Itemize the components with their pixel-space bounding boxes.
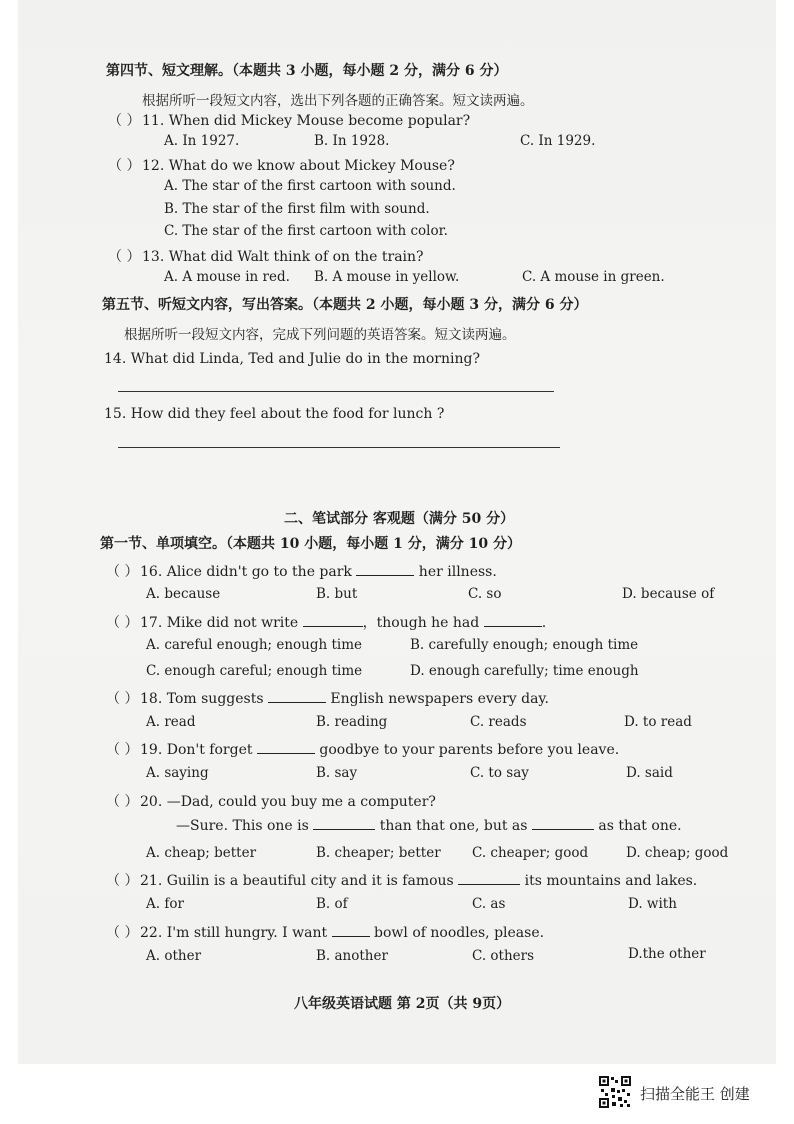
q22-option-b: B. another	[316, 948, 388, 964]
q17-option-c: C. enough careful; enough time	[146, 663, 363, 679]
q18-option-a: A. read	[146, 714, 196, 730]
q16-option-b: B. but	[316, 586, 358, 602]
answer-paren[interactable]: （ ）	[108, 158, 141, 174]
q21-option-d: D. with	[628, 896, 677, 912]
q22-option-c: C. others	[472, 948, 535, 964]
q11-option-a: A. In 1927.	[164, 133, 240, 149]
question-11: （ ） 11. When did Mickey Mouse become popular?	[108, 110, 470, 130]
q17-option-d: D. enough carefully; time enough	[410, 663, 639, 679]
section-1-title: 第一节、单项填空。（本题共 10 小题，每小题 1 分，满分 10 分）	[100, 536, 521, 552]
answer-paren[interactable]: （ ）	[106, 615, 139, 631]
answer-paren[interactable]: （ ）	[106, 564, 139, 580]
q11-option-c: C. In 1929.	[520, 133, 596, 149]
q19-option-c: C. to say	[470, 765, 529, 781]
fill-blank[interactable]	[303, 614, 363, 627]
q20-option-d: D. cheap; good	[626, 845, 729, 861]
q21-option-a: A. for	[146, 896, 184, 912]
q16-option-d: D. because of	[622, 586, 715, 602]
q19-option-a: A. saying	[146, 765, 209, 781]
fill-blank[interactable]	[356, 563, 414, 576]
q19-option-b: B. say	[316, 765, 358, 781]
question-14: 14. What did Linda, Ted and Julie do in the morning?	[104, 351, 480, 367]
q22-option-d: D.the other	[628, 946, 706, 962]
q20-option-b: B. cheaper; better	[316, 845, 441, 861]
section-4-instruction: 根据所听一段短文内容，选出下列各题的正确答案。短文读两遍。	[142, 93, 534, 109]
question-16: （ ） 16. Alice didn't go to the park her illness.	[106, 561, 497, 581]
q13-option-a: A. A mouse in red.	[164, 269, 290, 285]
q18-option-c: C. reads	[470, 714, 527, 730]
answer-paren[interactable]: （ ）	[108, 249, 141, 265]
section-5-instruction: 根据所听一段短文内容，完成下列问题的英语答案。短文读两遍。	[124, 327, 516, 343]
q11-option-b: B. In 1928.	[314, 133, 390, 149]
q12-option-a: A. The star of the first cartoon with sound.	[164, 178, 456, 194]
q13-option-b: B. A mouse in yellow.	[314, 269, 460, 285]
answer-paren[interactable]: （ ）	[108, 113, 141, 129]
q21-option-b: B. of	[316, 896, 348, 912]
answer-paren[interactable]: （ ）	[106, 873, 139, 889]
q18-option-d: D. to read	[624, 714, 692, 730]
q17-option-b: B. carefully enough; enough time	[410, 637, 639, 653]
exam-page	[18, 0, 776, 1064]
q12-option-c: C. The star of the first cartoon with color.	[164, 223, 448, 239]
question-21: （ ） 21. Guilin is a beautiful city and it is famous its mountains and lakes.	[106, 870, 697, 890]
q22-option-a: A. other	[146, 948, 202, 964]
q20-option-c: C. cheaper; good	[472, 845, 589, 861]
section-4-title: 第四节、短文理解。（本题共 3 小题，每小题 2 分，满分 6 分）	[106, 63, 508, 79]
q13-option-c: C. A mouse in green.	[522, 269, 665, 285]
question-18: （ ） 18. Tom suggests English newspapers every day.	[106, 688, 549, 708]
answer-paren[interactable]: （ ）	[106, 794, 139, 810]
fill-blank[interactable]	[484, 614, 542, 627]
page-footer: 八年级英语试题 第 2页（共 9页）	[294, 996, 511, 1012]
question-20: （ ） 20. —Dad, could you buy me a computer?	[106, 791, 436, 811]
q18-option-b: B. reading	[316, 714, 388, 730]
q20-option-a: A. cheap; better	[146, 845, 257, 861]
question-15: 15. How did they feel about the food for lunch ?	[104, 406, 445, 422]
answer-paren[interactable]: （ ）	[106, 742, 139, 758]
q16-option-c: C. so	[468, 586, 502, 602]
question-20-response: —Sure. This one is than that one, but as as that one.	[176, 818, 682, 834]
fill-blank[interactable]	[332, 924, 370, 937]
part-2-title: 二、笔试部分 客观题（满分 50 分）	[284, 511, 515, 527]
fill-blank[interactable]	[458, 872, 520, 885]
scanner-watermark: 扫描全能王 创建	[640, 1085, 750, 1103]
question-19: （ ） 19. Don't forget goodbye to your parents before you leave.	[106, 739, 619, 759]
section-5-title: 第五节、听短文内容，写出答案。（本题共 2 小题，每小题 3 分，满分 6 分）	[102, 297, 588, 313]
q19-option-d: D. said	[626, 765, 673, 781]
answer-paren[interactable]: （ ）	[106, 691, 139, 707]
question-12: （ ） 12. What do we know about Mickey Mouse?	[108, 155, 455, 175]
question-22: （ ） 22. I'm still hungry. I want bowl of noodles, please.	[106, 922, 544, 942]
fill-blank[interactable]	[257, 741, 315, 754]
fill-blank[interactable]	[532, 817, 594, 830]
q15-answer-line[interactable]	[118, 447, 560, 448]
qr-code-icon	[598, 1075, 632, 1109]
q16-option-a: A. because	[146, 586, 221, 602]
fill-blank[interactable]	[268, 690, 326, 703]
question-17: （ ） 17. Mike did not write ，though he had .	[106, 612, 546, 632]
answer-paren[interactable]: （ ）	[106, 925, 139, 941]
question-13: （ ） 13. What did Walt think of on the train?	[108, 246, 424, 266]
q14-answer-line[interactable]	[118, 391, 554, 392]
q21-option-c: C. as	[472, 896, 506, 912]
q12-option-b: B. The star of the first film with sound.	[164, 201, 430, 217]
fill-blank[interactable]	[313, 817, 375, 830]
q17-option-a: A. careful enough; enough time	[146, 637, 363, 653]
